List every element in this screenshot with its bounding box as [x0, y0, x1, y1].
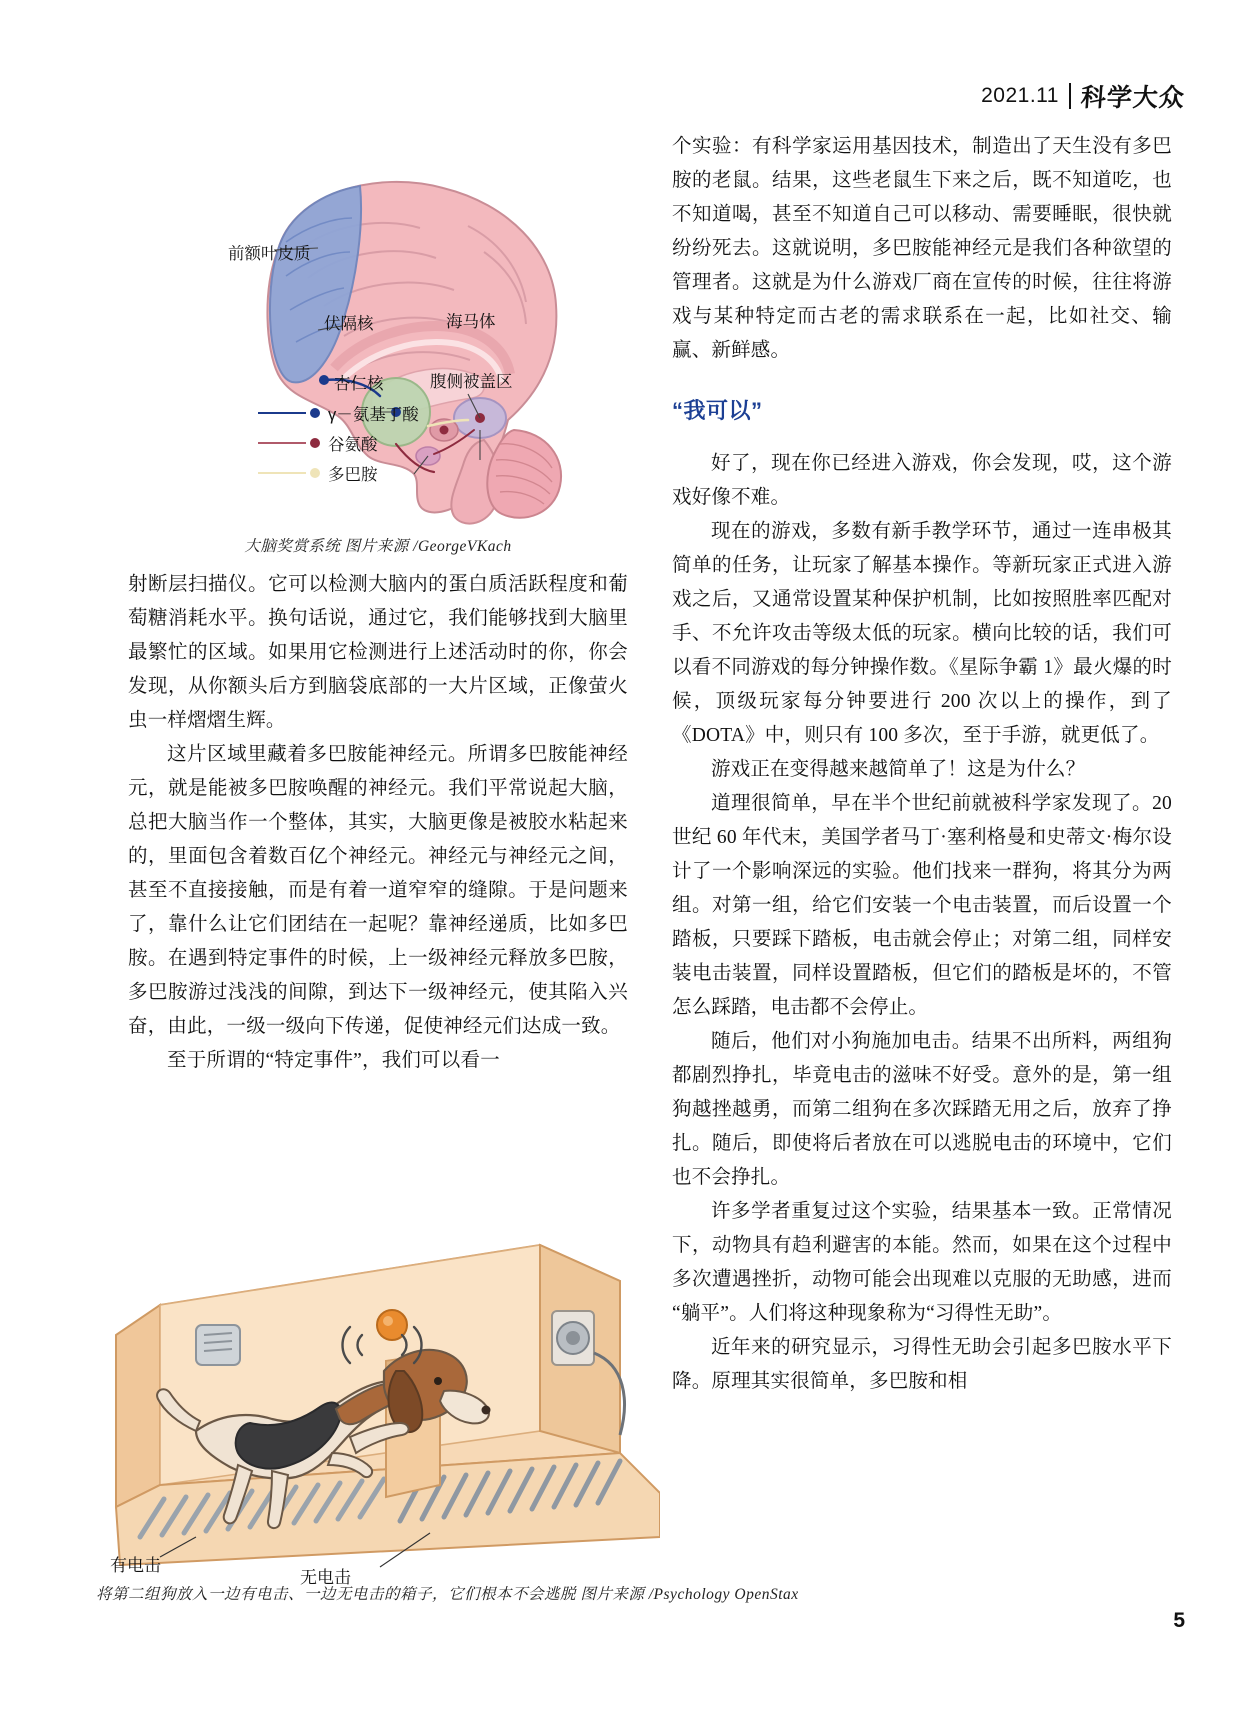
header-divider	[1069, 83, 1071, 109]
dog-label-no-shock-side: 无电击	[300, 1568, 351, 1587]
section-heading: “我可以”	[672, 398, 763, 423]
legend-swatch-glutamate	[258, 436, 320, 450]
brain-label-ventral-tegmental-area: 腹侧被盖区	[430, 373, 513, 391]
brain-label-hippocampus: 海马体	[446, 313, 496, 331]
brain-label-amygdala: 杏仁核	[334, 375, 384, 393]
legend-item-glutamate	[258, 428, 419, 458]
shuttle-box-figure	[100, 1185, 660, 1585]
right-column-text	[672, 130, 1172, 1399]
paragraph: 现在的游戏，多数有新手教学环节，通过一连串极其简单的任务，让玩家了解基本操作。等新玩家正式进入游戏之后，又通常设置某种保护机制，比如按照胜率匹配对手、不允许攻击等级太低的玩家。横向比较的话，我们可以看不同游戏的每分钟操作数。《星际争霸 1》最火爆的时候，顶级玩家每分钟要进行 200 次以上的操作，到了《DOTA》中，则只有 100 多次，至于手游，就更低了。	[672, 521, 1172, 746]
legend-label-gaba: γ－氨基丁酸	[328, 406, 419, 424]
paragraph: 随后，他们对小狗施加电击。结果不出所料，两组狗都剧烈挣扎，毕竟电击的滋味不好受。意外的是，第一组狗越挫越勇，而第二组狗在多次踩踏无用之后，放弃了挣扎。随后，即使将后者放在可以逃脱电击的环境中，它们也不会挣扎。	[672, 1031, 1172, 1188]
legend-swatch-dopamine	[258, 466, 320, 480]
legend-item-gaba	[258, 398, 419, 428]
paragraph: 个实验：有科学家运用基因技术，制造出了天生没有多巴胺的老鼠。结果，这些老鼠生下来之后，既不知道吃，也不知道喝，甚至不知道自己可以移动、需要睡眠，很快就纷纷死去。这就说明，多巴胺能神经元是我们各种欲望的管理者。这就是为什么游戏厂商在宣传的时候，往往将游戏与某种特定而古老的需求联系在一起，比如社交、输赢、新鲜感。	[672, 136, 1172, 361]
paragraph: 好了，现在你已经进入游戏，你会发现，哎，这个游戏好像不难。	[672, 453, 1172, 508]
paragraph: 许多学者重复过这个实验，结果基本一致。正常情况下，动物具有趋利避害的本能。然而，如果在这个过程中多次遭遇挫折，动物可能会出现难以克服的无助感，进而“躺平”。人们将这种现象称为“习得性无助”。	[672, 1201, 1172, 1324]
legend-label-dopamine: 多巴胺	[328, 466, 378, 484]
paragraph: 至于所谓的“特定事件”，我们可以看一	[167, 1050, 500, 1071]
brain-label-prefrontal-cortex: 前额叶皮质	[228, 245, 311, 263]
legend-swatch-gaba	[258, 406, 320, 420]
paragraph: 射断层扫描仪。它可以检测大脑内的蛋白质活跃程度和葡萄糖消耗水平。换句话说，通过它，我们能够找到大脑里最繁忙的区域。如果用它检测进行上述活动时的你，你会发现，从你额头后方到脑袋底部的一大片区域，正像萤火虫一样熠熠生辉。	[128, 574, 628, 731]
legend-label-glutamate: 谷氨酸	[328, 436, 378, 454]
shuttle-box-illustration	[100, 1185, 660, 1585]
page-header	[981, 78, 1185, 114]
page-number: 5	[1173, 1609, 1185, 1632]
magazine-title: 科学大众	[1079, 85, 1186, 112]
brain-legend	[258, 398, 419, 488]
brain-caption-text: 大脑奖赏系统	[244, 538, 341, 555]
left-column-text	[128, 568, 628, 1078]
issue-date: 2021.11	[981, 84, 1059, 107]
left-column	[128, 130, 628, 1078]
brain-caption-source: 图片来源 /GeorgeVKach	[344, 538, 512, 555]
dog-label-shock-side: 有电击	[110, 1556, 161, 1575]
paragraph: 这片区域里藏着多巴胺能神经元。所谓多巴胺能神经元，就是能被多巴胺唤醒的神经元。我们平常说起大脑，总把大脑当作一个整体，其实，大脑更像是被胶水粘起来的，里面包含着数百亿个神经元。神经元与神经元之间，甚至不直接接触，而是有着一道窄窄的缝隙。于是问题来了，靠什么让它们团结在一起呢？靠神经递质，比如多巴胺。在遇到特定事件的时候，上一级神经元释放多巴胺，多巴胺游过浅浅的间隙，到达下一级神经元，使其陷入兴奋，由此，一级一级向下传递，促使神经元们达成一致。	[128, 744, 628, 1037]
brain-label-nucleus-accumbens: 伏隔核	[324, 315, 374, 333]
paragraph: 近年来的研究显示，习得性无助会引起多巴胺水平下降。原理其实很简单，多巴胺和相	[672, 1337, 1172, 1392]
paragraph: 道理很简单，早在半个世纪前就被科学家发现了。20 世纪 60 年代末，美国学者马丁·塞利格曼和史蒂文·梅尔设计了一个影响深远的实验。他们找来一群狗，将其分为两组。对第一组，给它们安装一个电击装置，而后设置一个踏板，只要踩下踏板，电击就会停止；对第二组，同样安装电击装置，同样设置踏板，但它们的踏板是坏的，不管怎么踩踏，电击都不会停止。	[672, 793, 1172, 1018]
paragraph: 游戏正在变得越来越简单了！这是为什么？	[711, 759, 1086, 780]
brain-figure-caption	[128, 534, 628, 556]
shuttle-box-caption: 将第二组狗放入一边有电击、一边无电击的箱子，它们根本不会逃脱 图片来源 /Psychology OpenStax	[96, 1586, 799, 1603]
brain-reward-system-figure	[128, 130, 628, 530]
legend-item-dopamine	[258, 458, 419, 488]
right-column	[672, 130, 1172, 1399]
